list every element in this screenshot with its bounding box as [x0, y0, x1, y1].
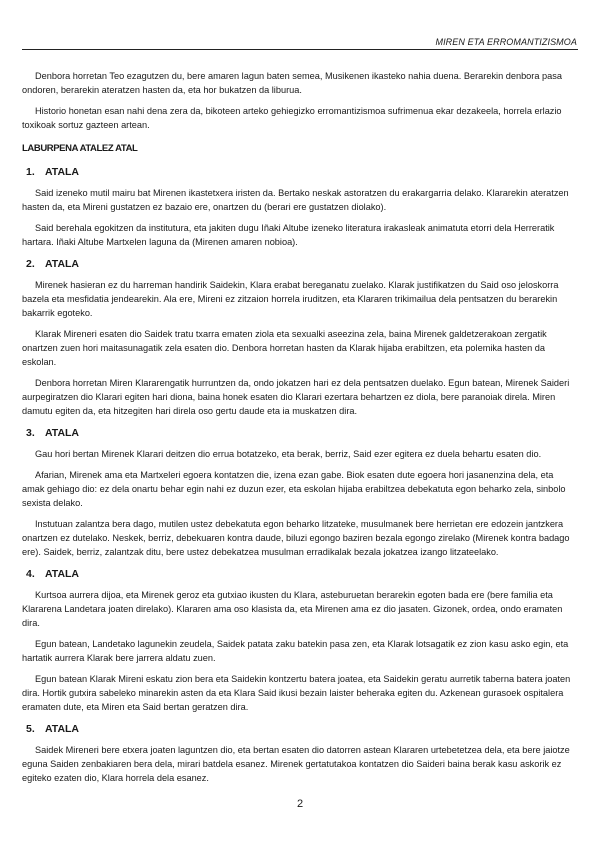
- intro-paragraph: Denbora horretan Teo ezagutzen du, bere amaren lagun baten semea, Musikenen ikasteko nahia duena. Berarekin denbora pasa ondoren, berarekin ateratzen hasten da, eta hor bukatzen da liburua.: [22, 71, 562, 95]
- page-number: 2: [296, 798, 304, 810]
- chapter-paragraph: Egun batean Klarak Mireni eskatu zion bera eta Saidekin kontzertu batera joatea, eta Saidekin geratu aurretik taberna batera joaten dira. Hortik gutxira sabeleko minarekin asten da eta Klara Said ikusi bezain laister beheraka egiten du. Azkenean gurasoek ospitalera eramaten dute, eta Miren eta Said bertan geratzen dira.: [22, 674, 571, 712]
- header-rule: [22, 49, 578, 50]
- chapter-number: 1.: [26, 166, 35, 178]
- chapter-section: [22, 165, 578, 249]
- page-content: [22, 69, 578, 792]
- chapter-section: [22, 567, 578, 714]
- chapter-paragraph: Said berehala egokitzen da institutura, eta jakiten dugu Iñaki Altube izeneko literatura irakasleak animatuta etorri dela Herreratik hartara. Iñaki Altube Martxelen laguna da (Mirenen amaren nobioa).: [22, 223, 555, 247]
- chapter-number: 4.: [26, 568, 35, 580]
- chapter-title: ATALA: [45, 427, 80, 439]
- chapter-number: 2.: [26, 258, 35, 270]
- chapter-section: [22, 722, 578, 785]
- summary-heading: LABURPENA ATALEZ ATAL: [22, 143, 138, 154]
- chapter-heading: [26, 165, 578, 179]
- chapter-heading: [26, 722, 578, 736]
- chapter-heading: [26, 257, 578, 271]
- chapter-number: 3.: [26, 427, 35, 439]
- chapter-title: ATALA: [45, 723, 80, 735]
- chapter-title: ATALA: [45, 166, 80, 178]
- chapter-section: [22, 257, 578, 418]
- chapter-paragraph: Instutuan zalantza bera dago, mutilen ustez debekatuta egon beharko litzateke, musulmanek bere herrietan ere edozein jantzkera onartzen ez dutelako. Neskek, berriz, debekuaren kontra daude, biluzi egongo baziren bezala egongo zirelako (Mirenek kontra badago ere). Saidek, berriz, zalantzak ditu, bere ustez debekatzea musulman erradikalak bezala jokatzea izango litzateelako.: [22, 519, 570, 557]
- chapter-paragraph: Egun batean, Landetako lagunekin zeudela, Saidek patata zaku batekin pasa zen, eta Klarak lotsagatik ez zion kasu asko egin, eta hartatik aurrera Klarak bere jarrera aldatu zuen.: [22, 639, 569, 663]
- chapter-paragraph: Afarian, Mirenek ama eta Martxeleri egoera kontatzen die, izena ezan gabe. Biok esaten dute egoera hori jasanenzina dela, eta amak gehiago dio: ez dela onartu behar egin nahi ez duzun ezer, eta eskolan hijaba erabiltzea debekatuta egon beharko zela, sinbolo sexista delako.: [22, 470, 566, 508]
- chapter-heading: [26, 426, 578, 440]
- intro-paragraph: Historio honetan esan nahi dena zera da, bikoteen arteko gehiegizko erromantizismoa sufrimenua ekar dezakeela, horrela erlazio toxikoak sortuz gazteen artean.: [22, 106, 562, 130]
- chapter-title: ATALA: [45, 568, 80, 580]
- chapter-paragraph: Kurtsoa aurrera dijoa, eta Mirenek geroz eta gutxiao ikusten du Klara, asteburuetan berarekin egoten bada ere (bere familia eta Klararena Landetara joaten direlako). Klararen ama oso klasista da, eta Mirenen ama ez dio jasaten. Gizonek, ordea, ondo eramaten dira.: [22, 590, 563, 628]
- chapter-title: ATALA: [45, 258, 80, 270]
- chapter-paragraph: Gau hori bertan Mirenek Klarari deitzen dio errua botatzeko, eta berak, berriz, Said ezer egitera ez duela behartu esaten dio.: [35, 449, 542, 459]
- chapter-number: 5.: [26, 723, 35, 735]
- chapter-paragraph: Saidek Mireneri bere etxera joaten laguntzen dio, eta bertan esaten dio datorren astean Klararen urtebetetzea dela, eta bere jaiotze eguna Saiden zenbakiaren bera dela, mirari batdela esanez. Mirenek gertatutakoa kontatzen dio Saideri baina berak kasu askorik ez egiteko ezaten dio, Klara horrela dela esanez.: [22, 745, 570, 783]
- chapter-paragraph: Denbora horretan Miren Klararengatik hurruntzen da, ondo jokatzen hari ez dela pentsatzen duelako. Egun batean, Mirenek Saideri aurpegiratzen dio Klarari egiten hari diona, baina honek esaten dio Klarari ezertara behartzen ez diola, bere paranoiak direla. Miren damutu egiten da, eta hitzegiten hari direla oso gertu daude eta ia muskatzen dira.: [22, 378, 570, 416]
- running-header-title: MIREN ETA ERROMANTIZISMOA: [435, 37, 577, 47]
- chapter-paragraph: Klarak Mireneri esaten dio Saidek tratu txarra ematen ziola eta sexualki aseezina zela, baina Mirenek galdetzerakoan zergatik onartzen zuen hori maitasunagatik zela esaten dio. Denbora horretan hasten da Klarak hijaba erabiltzen, eta polemika hasten da eskolan.: [22, 329, 547, 367]
- chapter-paragraph: Mirenek hasieran ez du harreman handirik Saidekin, Klara erabat bereganatu zuelako. Klarak justifikatzen du Said oso jeloskorra bazela eta mesfidatia jendearekin. Ala ere, Mireni ez zitzaion horrela iruditzen, eta Klararen trikimailua dela pentsatzen du berarekin bakarrik egoteko.: [22, 280, 559, 318]
- chapter-heading: [26, 567, 578, 581]
- chapter-section: [22, 426, 578, 559]
- chapter-paragraph: Said izeneko mutil mairu bat Mirenen ikastetxera iristen da. Bertako neskak astoratzen du erakargarria delako. Klararekin ateratzen hasten da, eta Mireni gustatzen ez bazaio ere, onartzen du (berari ere gustatzen diolako).: [22, 188, 569, 212]
